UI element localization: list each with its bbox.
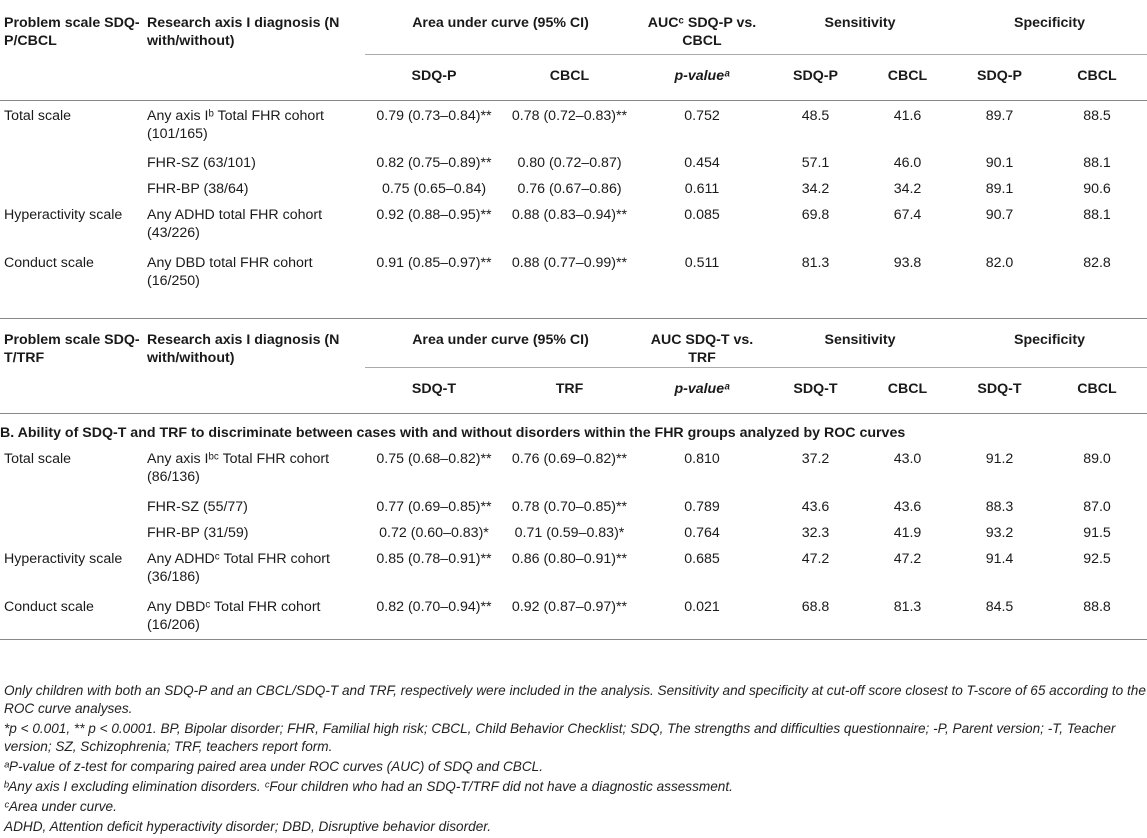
row-pvalue: 0.511 — [684, 255, 720, 271]
subheader-pvalue: p-valueᵃ — [636, 54, 768, 100]
row-scale: Total scale — [4, 450, 72, 467]
footnote: ADHD, Attention deficit hyperactivity disorder; DBD, Disruptive behavior disorder. — [4, 819, 492, 834]
row-pvalue: 0.085 — [684, 207, 720, 223]
row-spec-1: 93.2 — [985, 524, 1014, 541]
footnote: Only children with both an SDQ-P and an CBCL/SDQ-T and TRF, respectively were included in the analysis. Sensitivity and specificity at cut-off score closest to T-score of 65 according to the ROC curve analyses. — [4, 683, 1146, 716]
subheader-sens-cbcl: CBCL — [863, 368, 952, 414]
row-sens-1: 68.8 — [801, 598, 830, 615]
row-sens-2: 43.0 — [893, 450, 922, 467]
section-title-row — [0, 414, 1147, 444]
row-auc-2: 0.78 (0.70–0.85)** — [511, 498, 628, 515]
row-sens-1: 34.2 — [801, 181, 830, 197]
subheader-spec-cbcl: CBCL — [1047, 368, 1147, 414]
row-spec-1: 88.3 — [985, 498, 1014, 515]
table-footnotes — [0, 682, 1147, 838]
header-specificity: Specificity — [1014, 332, 1085, 348]
row-sens-2: 41.6 — [893, 107, 922, 124]
row-auc-2: 0.76 (0.67–0.86) — [517, 181, 622, 197]
row-spec-2: 91.5 — [1083, 524, 1111, 541]
subheader-sens-sdq: SDQ-T — [768, 368, 863, 414]
header-row — [0, 319, 1147, 368]
table-row — [0, 148, 1147, 174]
row-scale: Hyperactivity scale — [4, 550, 123, 567]
row-spec-2: 88.1 — [1083, 155, 1111, 171]
header-diagnosis: Research axis I diagnosis (N with/without) — [147, 15, 340, 49]
subheader-cbcl: CBCL — [503, 54, 636, 100]
table-row — [0, 100, 1147, 148]
table-row — [0, 492, 1147, 518]
row-diagnosis: FHR-SZ (55/77) — [147, 498, 248, 515]
row-sens-1: 32.3 — [801, 524, 830, 541]
row-spec-1: 89.1 — [985, 181, 1014, 197]
row-sens-1: 47.2 — [801, 550, 830, 567]
table-row — [0, 518, 1147, 544]
row-auc-1: 0.91 (0.85–0.97)** — [376, 255, 492, 271]
subheader-sens-sdq: SDQ-P — [768, 54, 863, 100]
section-title: B. Ability of SDQ-T and TRF to discriminate between cases with and without disorders within the FHR groups analyzed by ROC curves — [0, 425, 906, 441]
subheader-pvalue: p-valueᵃ — [636, 368, 768, 414]
row-sens-2: 34.2 — [893, 181, 922, 197]
row-sens-1: 57.1 — [801, 155, 830, 171]
table-row — [0, 544, 1147, 592]
row-pvalue: 0.789 — [684, 498, 720, 515]
subheader-sens-cbcl: CBCL — [863, 54, 952, 100]
row-spec-2: 82.8 — [1083, 255, 1111, 271]
row-diagnosis: Any DBDᶜ Total FHR cohort (16/206) — [147, 598, 321, 633]
row-spec-1: 89.7 — [985, 107, 1014, 124]
row-auc-1: 0.77 (0.69–0.85)** — [376, 498, 492, 515]
row-spec-2: 89.0 — [1083, 450, 1111, 467]
row-scale: Conduct scale — [4, 598, 94, 615]
row-sens-1: 37.2 — [801, 450, 830, 467]
row-sens-2: 47.2 — [893, 550, 922, 567]
row-auc-2: 0.88 (0.83–0.94)** — [511, 207, 628, 223]
footnote: ᵃP-value of z-test for comparing paired area under ROC curves (AUC) of SDQ and CBCL. — [4, 759, 544, 774]
row-spec-1: 82.0 — [985, 255, 1014, 271]
row-scale — [0, 492, 143, 518]
footnote: ᵇAny axis I excluding elimination disorders. ᶜFour children who had an SDQ-T/TRF did not have a diagnostic assessment. — [4, 779, 733, 794]
row-sens-1: 69.8 — [801, 207, 830, 223]
row-scale: Total scale — [4, 107, 72, 124]
subheader-sdq: SDQ-T — [365, 368, 503, 414]
row-spec-1: 90.1 — [985, 155, 1014, 171]
row-diagnosis: Any ADHD total FHR cohort (43/226) — [147, 207, 323, 241]
subheader-row — [0, 54, 1147, 100]
row-auc-1: 0.72 (0.60–0.83)* — [379, 524, 489, 541]
row-spec-2: 90.6 — [1083, 181, 1111, 197]
table-row — [0, 592, 1147, 640]
row-pvalue: 0.685 — [684, 550, 720, 567]
header-problem-scale: Problem scale SDQ-T/TRF — [4, 332, 140, 366]
row-sens-2: 41.9 — [893, 524, 922, 541]
table-b — [0, 318, 1147, 640]
row-auc-1: 0.85 (0.78–0.91)** — [376, 550, 492, 567]
row-pvalue: 0.752 — [684, 107, 720, 124]
row-auc-2: 0.86 (0.80–0.91)** — [511, 550, 628, 567]
row-spec-1: 91.4 — [985, 550, 1014, 567]
header-specificity: Specificity — [1014, 15, 1085, 31]
row-auc-2: 0.80 (0.72–0.87) — [517, 155, 622, 171]
row-spec-2: 87.0 — [1083, 498, 1111, 515]
row-diagnosis: Any axis Iᵇᶜ Total FHR cohort (86/136) — [147, 450, 330, 485]
subheader-trf: TRF — [503, 368, 636, 414]
row-auc-1: 0.82 (0.70–0.94)** — [376, 598, 492, 615]
row-auc-2: 0.71 (0.59–0.83)* — [514, 524, 625, 541]
subheader-spec-cbcl: CBCL — [1047, 54, 1147, 100]
table-row — [0, 444, 1147, 492]
header-row — [0, 6, 1147, 54]
row-diagnosis: Any ADHDᶜ Total FHR cohort (36/186) — [147, 550, 330, 585]
row-spec-2: 88.5 — [1083, 107, 1111, 124]
header-sensitivity: Sensitivity — [824, 332, 896, 348]
row-diagnosis: Any DBD total FHR cohort (16/250) — [147, 255, 313, 289]
header-auc-compare: AUCᶜ SDQ-P vs. CBCL — [647, 15, 757, 49]
header-auc: Area under curve (95% CI) — [412, 332, 589, 348]
row-auc-2: 0.76 (0.69–0.82)** — [511, 450, 628, 467]
row-spec-2: 92.5 — [1083, 550, 1111, 567]
row-auc-2: 0.92 (0.87–0.97)** — [511, 598, 628, 615]
row-scale: Hyperactivity scale — [4, 207, 123, 223]
table-row — [0, 200, 1147, 248]
row-auc-1: 0.79 (0.73–0.84)** — [376, 107, 492, 124]
row-diagnosis: FHR-BP (38/64) — [147, 181, 249, 197]
row-pvalue: 0.454 — [684, 155, 720, 171]
row-spec-1: 91.2 — [985, 450, 1014, 467]
row-auc-2: 0.88 (0.77–0.99)** — [511, 255, 628, 271]
row-pvalue: 0.611 — [684, 181, 720, 197]
subheader-spec-sdq: SDQ-P — [952, 54, 1047, 100]
header-auc-compare: AUC SDQ-T vs. TRF — [650, 332, 754, 366]
row-auc-1: 0.75 (0.65–0.84) — [381, 181, 487, 197]
row-auc-1: 0.92 (0.88–0.95)** — [376, 207, 492, 223]
row-sens-1: 81.3 — [801, 255, 830, 271]
row-sens-1: 48.5 — [801, 107, 830, 124]
subheader-sdq: SDQ-P — [365, 54, 503, 100]
row-sens-2: 67.4 — [893, 207, 922, 223]
subheader-spec-sdq: SDQ-T — [952, 368, 1047, 414]
row-scale — [0, 518, 143, 544]
row-spec-1: 90.7 — [985, 207, 1014, 223]
row-scale: Conduct scale — [4, 255, 94, 271]
footnote: ᶜArea under curve. — [4, 799, 117, 814]
row-scale — [0, 174, 143, 200]
row-sens-1: 43.6 — [801, 498, 830, 515]
row-diagnosis: FHR-BP (31/59) — [147, 524, 249, 541]
row-spec-2: 88.1 — [1083, 207, 1111, 223]
header-auc: Area under curve (95% CI) — [412, 15, 589, 31]
header-sensitivity: Sensitivity — [824, 15, 896, 31]
row-pvalue: 0.021 — [684, 598, 720, 615]
row-sens-2: 46.0 — [893, 155, 922, 171]
row-diagnosis: Any axis Iᵇ Total FHR cohort (101/165) — [147, 107, 324, 142]
row-sens-2: 93.8 — [893, 255, 922, 271]
header-diagnosis: Research axis I diagnosis (N with/without) — [147, 332, 340, 366]
table-row — [0, 248, 1147, 296]
row-spec-2: 88.8 — [1083, 598, 1111, 615]
header-problem-scale: Problem scale SDQ-P/CBCL — [4, 15, 140, 49]
row-scale — [0, 148, 143, 174]
row-sens-2: 43.6 — [893, 498, 922, 515]
row-auc-2: 0.78 (0.72–0.83)** — [511, 107, 628, 124]
row-auc-1: 0.82 (0.75–0.89)** — [376, 155, 492, 171]
footnote: *p < 0.001, ** p < 0.0001. BP, Bipolar disorder; FHR, Familial high risk; CBCL, Child Behavior Checklist; SDQ, The strengths and difficulties questionnaire; -P, Parent version; -T, Teacher version; SZ, Schizophrenia; TRF, teachers report form. — [4, 721, 1116, 754]
table-a — [0, 6, 1147, 296]
row-sens-2: 81.3 — [893, 598, 922, 615]
row-diagnosis: FHR-SZ (63/101) — [147, 155, 256, 171]
row-pvalue: 0.810 — [684, 450, 720, 467]
subheader-row — [0, 368, 1147, 414]
table-row — [0, 174, 1147, 200]
row-auc-1: 0.75 (0.68–0.82)** — [376, 450, 492, 467]
row-pvalue: 0.764 — [684, 524, 720, 541]
row-spec-1: 84.5 — [985, 598, 1014, 615]
